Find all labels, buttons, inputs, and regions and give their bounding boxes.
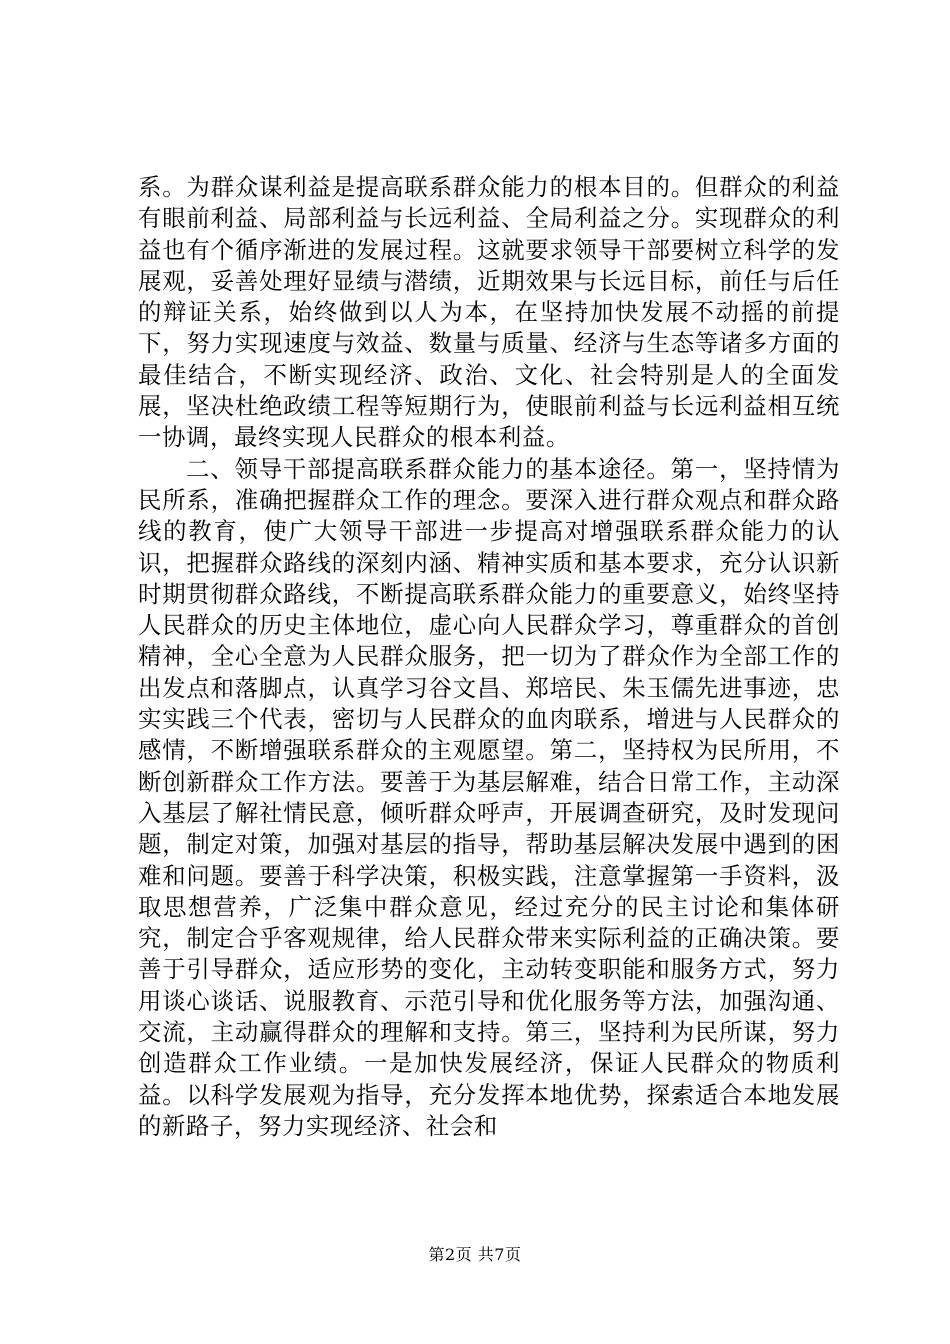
- paragraph-continuation: 系。为群众谋利益是提高联系群众能力的根本目的。但群众的利益有眼前利益、局部利益与长远利益、全局利益之分。实现群众的利益也有个循序渐进的发展过程。这就要求领导干部要树立科学的发展观，妥善处理好显绩与潜绩，近期效果与长远目标，前任与后任的辩证关系，始终做到以人为本，在坚持加快发展不动摇的前提下，努力实现速度与效益、数量与质量、经济与生态等诸多方面的最佳结合，不断实现经济、政治、文化、社会特别是人的全面发展，坚决杜绝政绩工程等短期行为，使眼前利益与长远利益相互统一协调，最终实现人民群众的根本利益。: [138, 173, 840, 452]
- paragraph-section-two: 二、领导干部提高联系群众能力的基本途径。第一，坚持情为民所系，准确把握群众工作的理念。要深入进行群众观点和群众路线的教育，使广大领导干部进一步提高对增强联系群众能力的认识，把握群众路线的深刻内涵、精神实质和基本要求，充分认识新时期贯彻群众路线，不断提高联系群众能力的重要意义，始终坚持人民群众的历史主体地位，虚心向人民群众学习，尊重群众的首创精神，全心全意为人民群众服务，把一切为了群众作为全部工作的出发点和落脚点，认真学习谷文昌、郑培民、朱玉儒先进事迹，忠实实践三个代表，密切与人民群众的血肉联系，增进与人民群众的感情，不断增强联系群众的主观愿望。第二，坚持权为民所用，不断创新群众工作方法。要善于为基层解难，结合日常工作，主动深入基层了解社情民意，倾听群众呼声，开展调查研究，及时发现问题，制定对策，加强对基层的指导，帮助基层解决发展中遇到的困难和问题。要善于科学决策，积极实践，注意掌握第一手资料，汲取思想营养，广泛集中群众意见，经过充分的民主讨论和集体研究，制定合乎客观规律，给人民群众带来实际利益的正确决策。要善于引导群众，适应形势的变化，主动转变职能和服务方式，努力用谈心谈话、说服教育、示范引导和优化服务等方法，加强沟通、交流，主动赢得群众的理解和支持。第三，坚持利为民所谋，努力创造群众工作业绩。一是加快发展经济，保证人民群众的物质利益。以科学发展观为指导，充分发挥本地优势，探索适合本地发展的新路子，努力实现经济、社会和: [138, 454, 840, 1140]
- page-number-footer: 第2页 共7页: [428, 1245, 522, 1264]
- body-text: [138, 172, 840, 1142]
